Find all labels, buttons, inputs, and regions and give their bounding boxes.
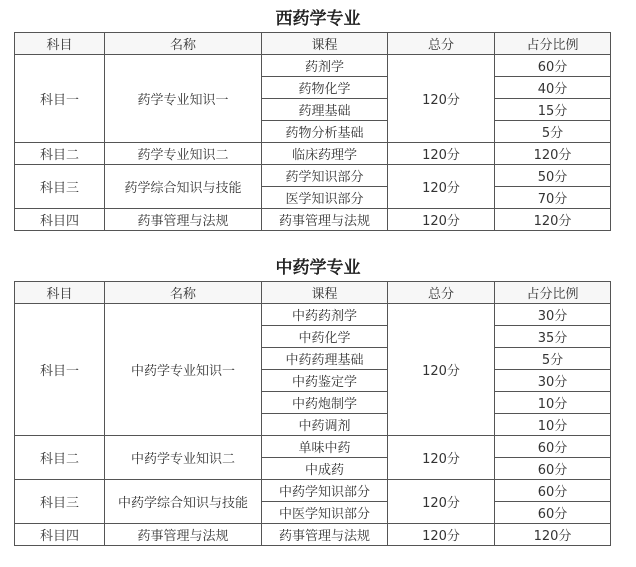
header-subject: 科目 [15, 33, 105, 55]
header-row [15, 282, 611, 304]
subject-name-cell: 药学专业知识二 [105, 143, 262, 165]
score-ratio-cell: 120分 [495, 143, 611, 165]
score-ratio-cell: 5分 [495, 121, 611, 143]
subject-cell: 科目四 [15, 524, 105, 546]
course-cell: 中药炮制学 [262, 392, 388, 414]
subject-name-cell: 药学综合知识与技能 [105, 165, 262, 209]
score-ratio-cell: 60分 [495, 480, 611, 502]
subject-cell: 科目二 [15, 436, 105, 480]
score-ratio-cell: 120分 [495, 524, 611, 546]
subject-name-cell: 药学专业知识一 [105, 55, 262, 143]
score-ratio-cell: 70分 [495, 187, 611, 209]
total-score-cell: 120分 [388, 480, 495, 524]
score-ratio-cell: 120分 [495, 209, 611, 231]
total-score-cell: 120分 [388, 209, 495, 231]
course-cell: 药事管理与法规 [262, 209, 388, 231]
score-ratio-cell: 10分 [495, 392, 611, 414]
course-cell: 药剂学 [262, 55, 388, 77]
score-ratio-cell: 30分 [495, 370, 611, 392]
total-score-cell: 120分 [388, 524, 495, 546]
subject-cell: 科目三 [15, 480, 105, 524]
course-cell: 临床药理学 [262, 143, 388, 165]
header-name: 名称 [105, 33, 262, 55]
course-cell: 药物化学 [262, 77, 388, 99]
table-row [15, 55, 611, 77]
subject-name-cell: 中药学专业知识二 [105, 436, 262, 480]
table-row [15, 480, 611, 502]
subject-cell: 科目三 [15, 165, 105, 209]
subject-name-cell: 药事管理与法规 [105, 524, 262, 546]
total-score-cell: 120分 [388, 436, 495, 480]
subject-cell: 科目二 [15, 143, 105, 165]
section-title-western: 西药学专业 [275, 9, 361, 29]
course-cell: 中药鉴定学 [262, 370, 388, 392]
score-ratio-cell: 40分 [495, 77, 611, 99]
score-ratio-cell: 10分 [495, 414, 611, 436]
course-cell: 中药调剂 [262, 414, 388, 436]
course-cell: 单味中药 [262, 436, 388, 458]
score-ratio-cell: 60分 [495, 458, 611, 480]
score-ratio-cell: 60分 [495, 436, 611, 458]
course-cell: 医学知识部分 [262, 187, 388, 209]
table-row [15, 524, 611, 546]
course-cell: 中成药 [262, 458, 388, 480]
score-ratio-cell: 30分 [495, 304, 611, 326]
subject-cell: 科目一 [15, 304, 105, 436]
table-row [15, 165, 611, 187]
score-ratio-cell: 50分 [495, 165, 611, 187]
total-score-cell: 120分 [388, 304, 495, 436]
table-row [15, 143, 611, 165]
exam-table-western [14, 32, 611, 231]
header-total: 总分 [388, 33, 495, 55]
score-ratio-cell: 15分 [495, 99, 611, 121]
header-total: 总分 [388, 282, 495, 304]
header-ratio: 占分比例 [495, 33, 611, 55]
score-ratio-cell: 60分 [495, 55, 611, 77]
subject-name-cell: 中药学综合知识与技能 [105, 480, 262, 524]
header-subject: 科目 [15, 282, 105, 304]
section-title-tcm: 中药学专业 [275, 258, 361, 278]
score-ratio-cell: 60分 [495, 502, 611, 524]
subject-name-cell: 中药学专业知识一 [105, 304, 262, 436]
course-cell: 药事管理与法规 [262, 524, 388, 546]
course-cell: 中药药理基础 [262, 348, 388, 370]
total-score-cell: 120分 [388, 55, 495, 143]
course-cell: 药物分析基础 [262, 121, 388, 143]
table-row [15, 436, 611, 458]
course-cell: 中药学知识部分 [262, 480, 388, 502]
course-cell: 药学知识部分 [262, 165, 388, 187]
score-ratio-cell: 35分 [495, 326, 611, 348]
total-score-cell: 120分 [388, 165, 495, 209]
course-cell: 中药化学 [262, 326, 388, 348]
score-ratio-cell: 5分 [495, 348, 611, 370]
total-score-cell: 120分 [388, 143, 495, 165]
exam-table-tcm [14, 281, 611, 546]
header-row [15, 33, 611, 55]
header-ratio: 占分比例 [495, 282, 611, 304]
subject-cell: 科目四 [15, 209, 105, 231]
subject-name-cell: 药事管理与法规 [105, 209, 262, 231]
header-course: 课程 [262, 33, 388, 55]
table-row [15, 209, 611, 231]
course-cell: 药理基础 [262, 99, 388, 121]
header-course: 课程 [262, 282, 388, 304]
course-cell: 中医学知识部分 [262, 502, 388, 524]
course-cell: 中药药剂学 [262, 304, 388, 326]
header-name: 名称 [105, 282, 262, 304]
subject-cell: 科目一 [15, 55, 105, 143]
table-row [15, 304, 611, 326]
